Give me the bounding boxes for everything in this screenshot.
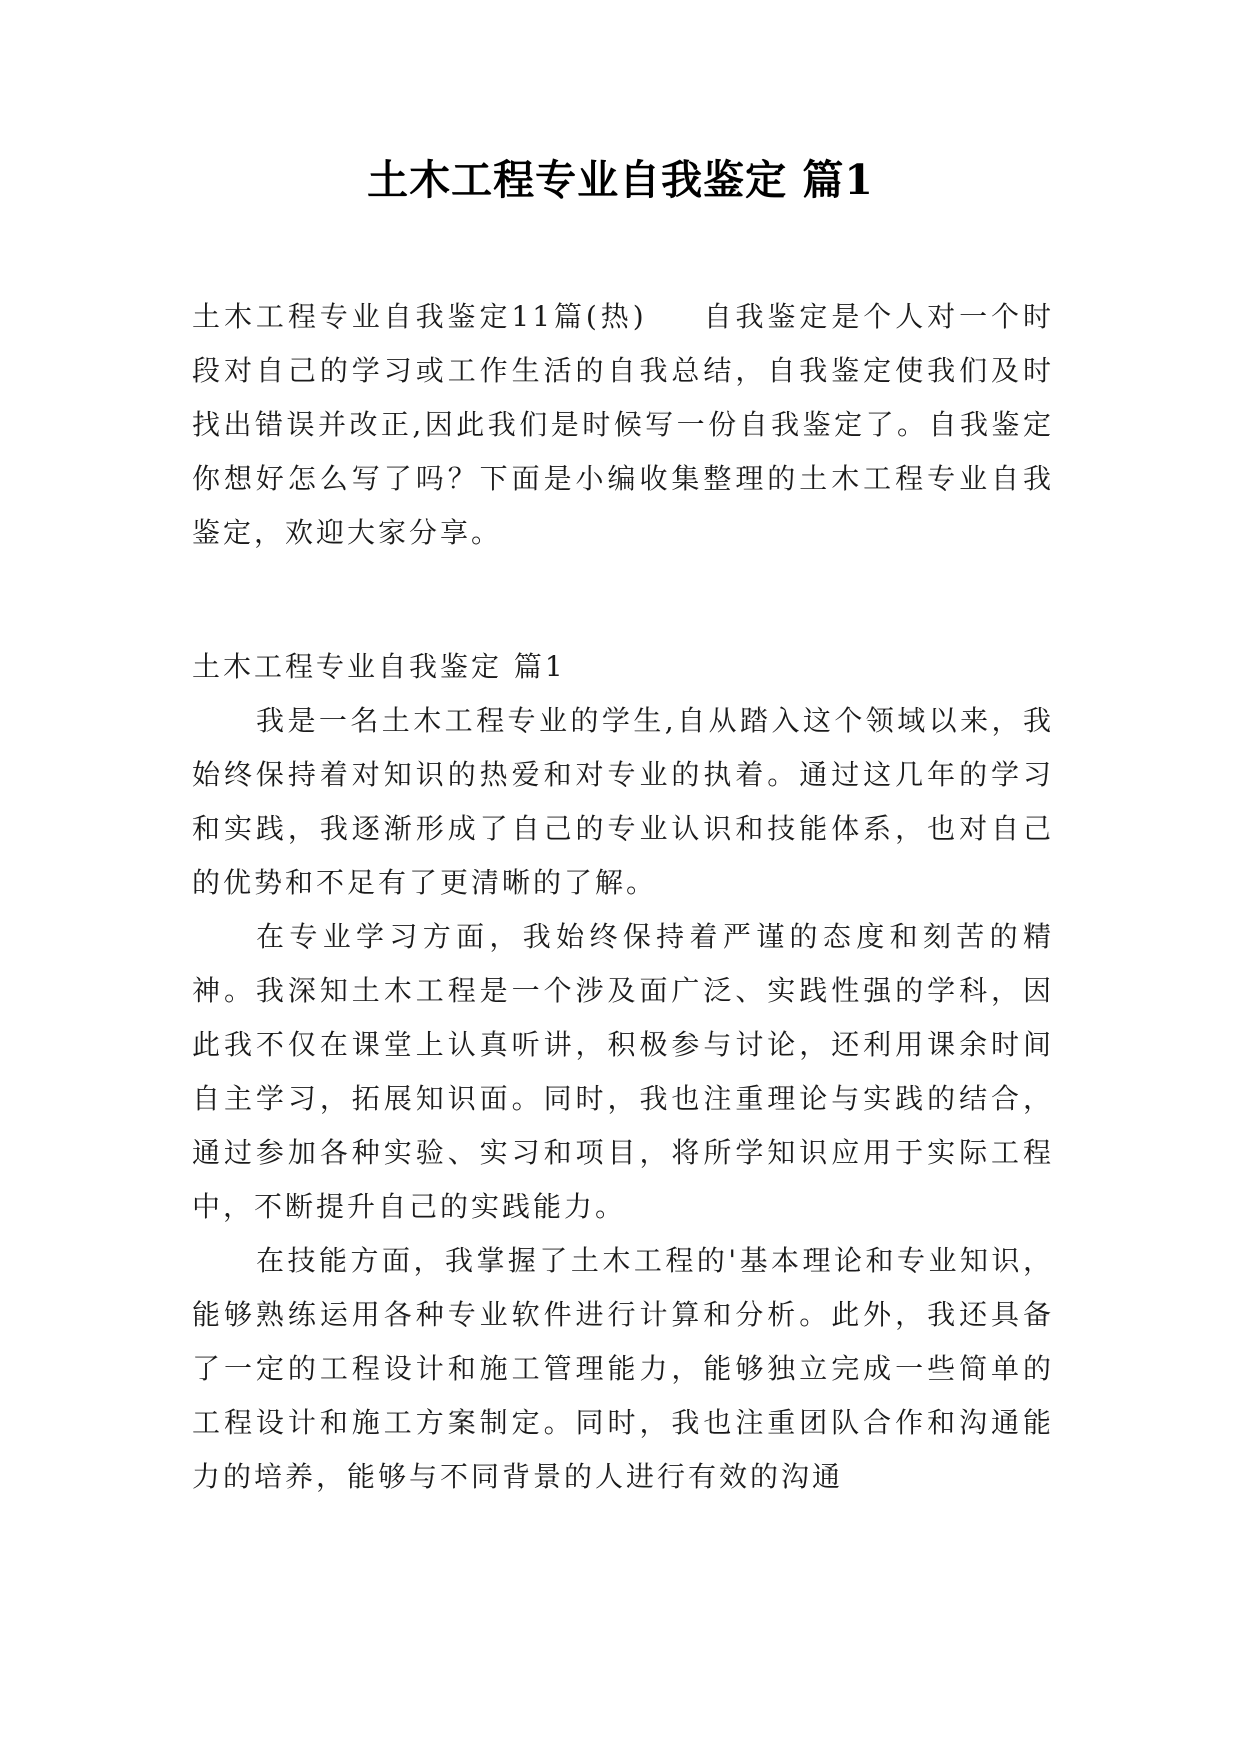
section-body	[192, 694, 1054, 1504]
intro-text: 自我鉴定是个人对一个时段对自己的学习或工作生活的自我总结，自我鉴定使我们及时找出错误并改正,因此我们是时候写一份自我鉴定了。自我鉴定你想好怎么写了吗？下面是小编收集整理的土木工程专业自我鉴定，欢迎大家分享。	[192, 300, 1054, 549]
body-paragraph-1: 我是一名土木工程专业的学生,自从踏入这个领域以来，我始终保持着对知识的热爱和对专业的执着。通过这几年的学习和实践，我逐渐形成了自己的专业认识和技能体系，也对自己的优势和不足有了更清晰的了解。	[192, 704, 1054, 899]
section-heading: 土木工程专业自我鉴定 篇1	[192, 650, 566, 683]
body-paragraph-2: 在专业学习方面，我始终保持着严谨的态度和刻苦的精神。我深知土木工程是一个涉及面广泛、实践性强的学科，因此我不仅在课堂上认真听讲，积极参与讨论，还利用课余时间自主学习，拓展知识面。同时，我也注重理论与实践的结合，通过参加各种实验、实习和项目，将所学知识应用于实际工程中，不断提升自己的实践能力。	[192, 920, 1054, 1223]
intro-paragraph	[192, 290, 1054, 560]
document-title: 土木工程专业自我鉴定 篇1	[367, 156, 874, 204]
intro-lead: 土木工程专业自我鉴定11篇(热)	[192, 300, 647, 333]
body-paragraph-3: 在技能方面，我掌握了土木工程的'基本理论和专业知识，能够熟练运用各种专业软件进行计算和分析。此外，我还具备了一定的工程设计和施工管理能力，能够独立完成一些简单的工程设计和施工方案制定。同时，我也注重团队合作和沟通能力的培养，能够与不同背景的人进行有效的沟通	[192, 1244, 1054, 1493]
